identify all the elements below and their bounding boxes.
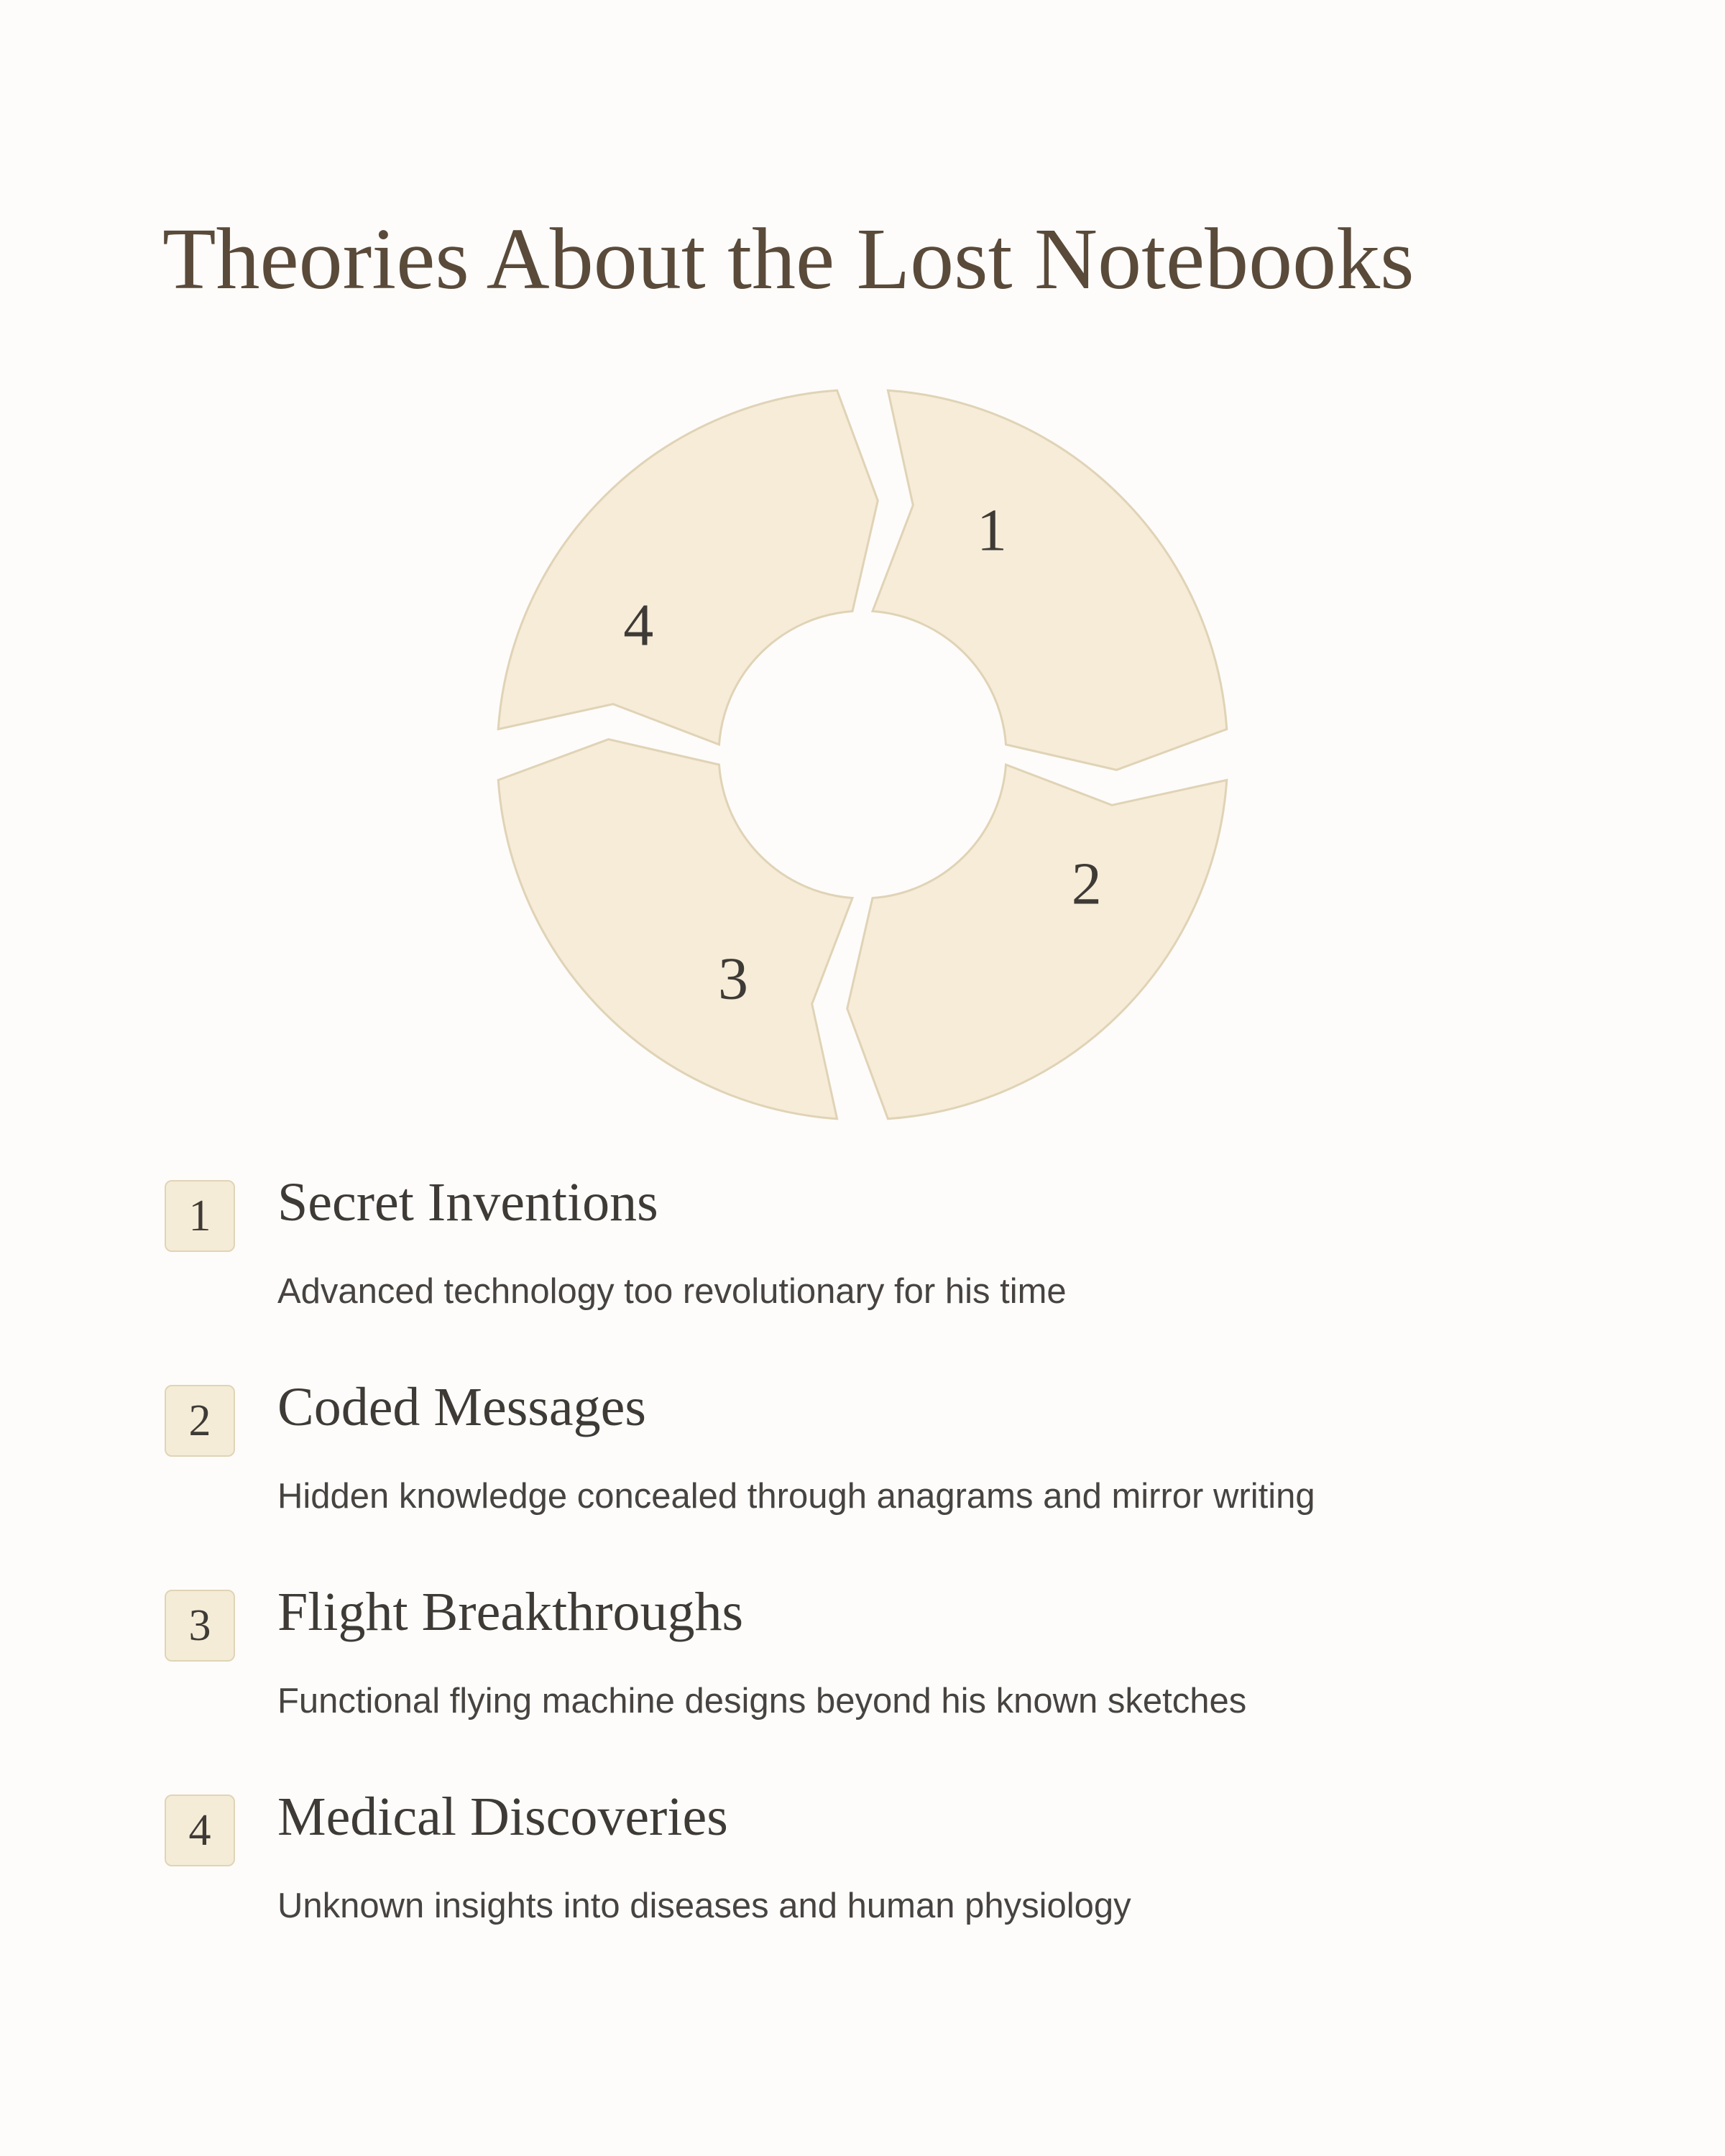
item-title: Flight Breakthroughs — [277, 1582, 744, 1642]
number-badge: 1 — [165, 1180, 235, 1252]
list-item — [162, 1787, 1564, 1998]
item-title: Medical Discoveries — [277, 1787, 728, 1847]
item-description: Unknown insights into diseases and human physiology — [277, 1886, 1131, 1925]
number-badge: 2 — [165, 1385, 235, 1457]
cycle-segment-1 — [873, 390, 1227, 770]
number-badge: 3 — [165, 1590, 235, 1662]
cycle-segment-3 — [498, 740, 852, 1119]
item-description: Functional flying machine designs beyond his known sketches — [277, 1682, 1247, 1720]
list-item — [162, 1377, 1564, 1588]
page-title: Theories About the Lost Notebooks — [162, 211, 1414, 308]
cycle-segment-4 — [498, 390, 878, 745]
list-item — [162, 1172, 1564, 1383]
cycle-segment-label: 2 — [1071, 850, 1102, 918]
item-description: Hidden knowledge concealed through anagrams and mirror writing — [277, 1477, 1315, 1516]
item-title: Coded Messages — [277, 1377, 646, 1437]
cycle-segment-2 — [847, 765, 1227, 1119]
cycle-segment-label: 1 — [977, 497, 1007, 564]
item-description: Advanced technology too revolutionary for his time — [277, 1272, 1067, 1311]
cycle-segment-label: 3 — [718, 945, 748, 1013]
item-title: Secret Inventions — [277, 1172, 658, 1233]
theory-list — [162, 1172, 1564, 1998]
list-item — [162, 1582, 1564, 1793]
number-badge: 4 — [165, 1795, 235, 1866]
cycle-segment-label: 4 — [623, 591, 654, 659]
